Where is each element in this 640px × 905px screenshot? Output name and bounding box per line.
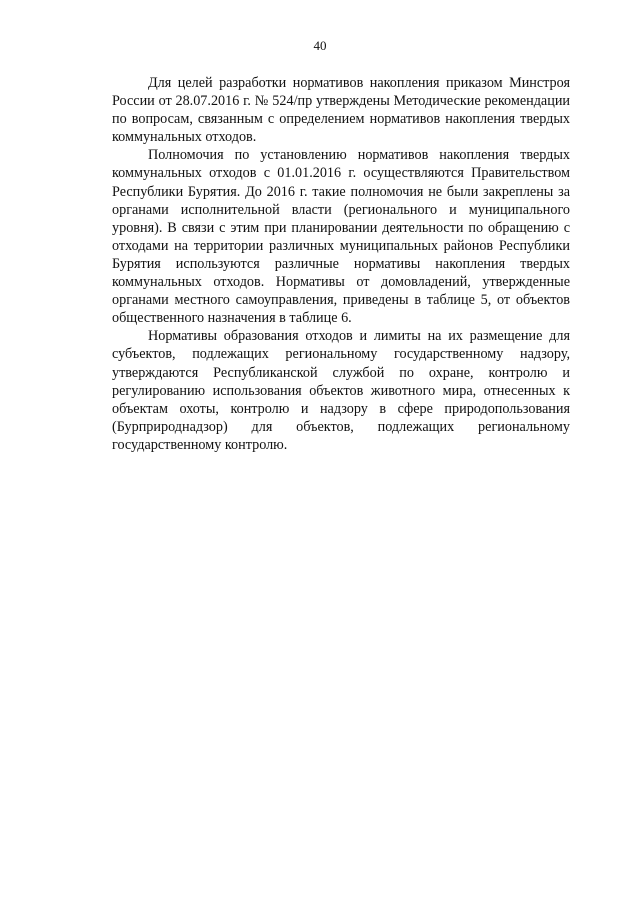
paragraph-limits: Нормативы образования отходов и лимиты на их размещение для субъектов, подлежащих региональному государственному надзору, утверждаются Республиканской службой по охране, контролю и регулированию использования объектов животного мира, отнесенных к объектам охоты, контролю и надзору в сфере природопользования (Бурприроднадзор) для объектов, подлежащих региональному государственному контролю. (112, 328, 570, 453)
paragraph-methodology: Для целей разработки нормативов накопления приказом Минстроя России от 28.07.2016 г. № 524/пр утверждены Методические рекомендации по вопросам, связанным с определением нормативов накопления твердых коммунальных отходов. (112, 75, 570, 146)
paragraph-authority: Полномочия по установлению нормативов накопления твердых коммунальных отходов с 01.01.2016 г. осуществляются Правительством Республики Бурятия. До 2016 г. такие полномочия не были закреплены за органами исполнительной власти (регионального и муниципального уровня). В связи с этим при планировании деятельности по обращению с отходами на территории различных муниципальных районов Республики Бурятия используются различные нормативы накопления твердых коммунальных отходов. Нормативы от домовладений, утвержденные органами местного самоуправления, приведены в таблице 5, от объектов общественного назначения в таблице 6. (112, 147, 570, 327)
page-number: 40 (313, 38, 327, 53)
document-body (112, 74, 570, 454)
